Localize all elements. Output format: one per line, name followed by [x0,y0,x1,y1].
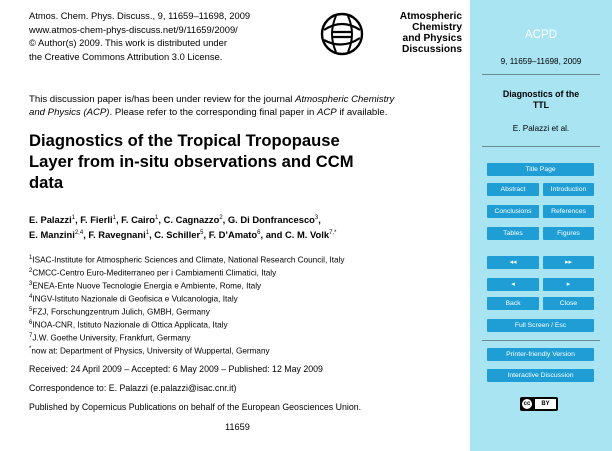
figures-button[interactable]: Figures [543,227,594,240]
citation-url[interactable]: www.atmos-chem-phys-discuss.net/9/11659/2009/ [29,23,238,35]
correspondence: Correspondence to: E. Palazzi (e.palazzi@isac.cnr.it) [29,383,237,393]
conclusions-button[interactable]: Conclusions [487,205,539,218]
author-list [29,212,336,242]
creative-commons-by-icon[interactable] [520,397,558,411]
author-affiliation-marker: 7,* [329,229,337,236]
back-button[interactable]: Back [487,297,539,310]
sidebar-citation: 9, 11659–11698, 2009 [500,57,582,66]
author-affiliation-marker: 1 [155,215,159,221]
cc-by-icon: BY [535,399,556,409]
citation-block [29,9,250,63]
sidebar-journal: ACPD [525,29,557,41]
publisher-note: Published by Copernicus Publications on behalf of the European Geosciences Union. [29,402,362,412]
author-name: E. Palazzi [29,214,72,226]
affiliation-item: $^6$INOA-CNR, Istituto Nazionale di Ottica Applicata, Italy [29,319,228,330]
previous-page-button[interactable]: ◂ [487,278,539,291]
affiliation-item: $^2$CMCC-Centro Euro-Mediterraneo per i Cambiamenti Climatici, Italy [29,267,277,278]
author-affiliation-marker: 2 [219,215,223,221]
page-number: 11659 [225,422,250,432]
author-affiliation-marker: 3 [314,215,319,221]
author-name: C. Cagnazzo [163,214,220,226]
egu-globe-icon [318,10,366,58]
affiliation-list [29,253,345,357]
logo-text-line: Discussions [401,44,462,55]
author-line: E. Manzini$^{2,4}$, F. Ravegnani$^1$, C. Schiller$^5$, F. D’Amato$^6$, and C. M. Volk$^{7,*}$ [29,229,337,241]
last-page-button[interactable]: ▸▸ [543,256,594,269]
affiliation-item: $^4$INGV-Istituto Nazionale di Geofisica e Vulcanologia, Italy [29,293,238,304]
author-name: F. Fierli [80,214,113,226]
affiliation-item: $^7$J.W. Goethe University, Frankfurt, Germany [29,332,191,343]
logo-text-line: and Physics [402,33,462,44]
references-button[interactable]: References [543,205,594,218]
author-name: C. M. Volk [284,229,330,241]
first-page-button[interactable]: ◂◂ [487,256,539,269]
author-affiliation-marker: 1 [145,229,150,236]
tables-button[interactable]: Tables [487,227,539,240]
author-name: F. D’Amato [208,229,258,241]
author-affiliation-marker: 6 [257,229,261,236]
sidebar-divider [482,146,600,147]
title-page-button[interactable]: Title Page [487,163,594,176]
next-page-button[interactable]: ▸ [543,278,594,291]
review-notice: This discussion paper is/has been under review for the journal Atmospheric Chemistry and Physics (ACP). Please refer to the corresponding final paper in ACP if available. [29,94,395,118]
sidebar-title: Diagnostics of the TTL [502,89,580,110]
logo-text-line: Chemistry [412,22,462,33]
sidebar-divider [482,74,600,75]
cc-circle-icon: cc [523,401,531,407]
close-button[interactable]: Close [543,297,594,310]
logo-text-line: Atmospheric [399,11,462,22]
author-name: G. Di Donfrancesco [227,214,315,226]
author-affiliation-marker: 2,4 [74,229,84,236]
received-dates: Received: 24 April 2009 – Accepted: 6 May 2009 – Published: 12 May 2009 [29,364,323,374]
paper-title: Diagnostics of the Tropical Tropopause Layer from in-situ observations and CCM data [29,131,354,192]
citation-line: © Author(s) 2009. This work is distributed under [29,37,227,49]
author-affiliation-marker: 1 [112,215,116,221]
sidebar-divider [482,340,600,341]
journal-logo [318,6,463,76]
navigation-sidebar [470,0,612,451]
interactive-discussion-button[interactable]: Interactive Discussion [487,369,594,382]
citation-line: the Creative Commons Attribution 3.0 License. [29,50,223,62]
full-screen-button[interactable]: Full Screen / Esc [487,319,594,332]
affiliation-item: $^3$ENEA-Ente Nuove Tecnologie Energia e Ambiente, Rome, Italy [29,280,262,291]
affiliation-item: $^1$ISAC-Institute for Atmospheric Sciences and Climate, National Research Council, Italy [29,255,345,265]
introduction-button[interactable]: Introduction [543,183,594,196]
abstract-button[interactable]: Abstract [487,183,539,196]
author-name: F. Ravegnani [88,229,146,241]
affiliation-item: $^5$FZJ, Forschungzentrum Julich, GMBH, Germany [29,306,210,317]
author-affiliation-marker: 5 [200,229,204,236]
sidebar-authors: E. Palazzi et al. [512,124,570,133]
affiliation-item: *now at: Department of Physics, University of Wuppertal, Germany [29,345,270,356]
citation-line: Atmos. Chem. Phys. Discuss., 9, 11659–11698, 2009 [29,10,251,21]
author-line: E. Palazzi$^1$, F. Fierli$^1$, F. Cairo$^1$, C. Cagnazzo$^2$, G. Di Donfrancesco$^3$, [29,214,321,226]
author-name: F. Cairo [121,214,156,226]
author-name: E. Manzini [29,229,75,241]
printer-friendly-button[interactable]: Printer-friendly Version [487,348,594,361]
author-affiliation-marker: 1 [71,215,76,221]
author-name: C. Schiller [154,229,201,241]
